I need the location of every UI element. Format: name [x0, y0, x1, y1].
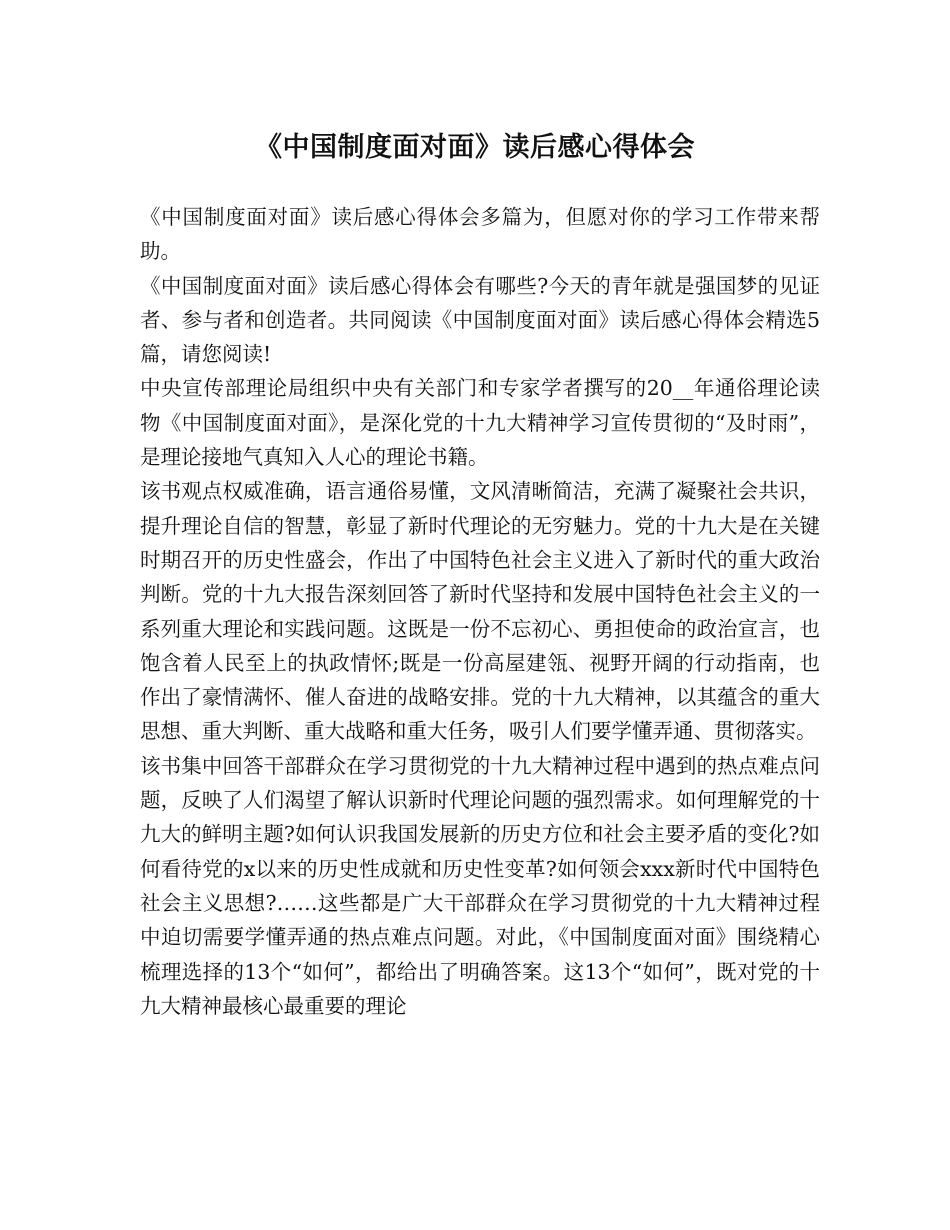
document-body: [140, 200, 820, 1023]
paragraph-question: 《中国制度面对面》读后感心得体会有哪些?今天的青年就是强国梦的见证者、参与者和创造者。共同阅读《中国制度面对面》读后感心得体会精选5篇，请您阅读!: [140, 273, 820, 367]
document-title: 《中国制度面对面》读后感心得体会: [255, 132, 695, 163]
paragraph-book-viewpoint: 该书观点权威准确，语言通俗易懂，文风清晰简洁，充满了凝聚社会共识，提升理论自信的智慧，彰显了新时代理论的无穷魅力。党的十九大是在关键时期召开的历史性盛会，作出了中国特色社会主义进入了新时代的重大政治判断。党的十九大报告深刻回答了新时代坚持和发展中国特色社会主义的一系列重大理论和实践问题。这既是一份不忘初心、勇担使命的政治宣言，也饱含着人民至上的执政情怀;既是一份高屋建瓴、视野开阔的行动指南，也作出了豪情满怀、催人奋进的战略安排。党的十九大精神，以其蕴含的重大思想、重大判断、重大战略和重大任务，吸引人们要学懂弄通、贯彻落实。: [140, 479, 820, 744]
paragraph-intro: 《中国制度面对面》读后感心得体会多篇为，但愿对你的学习工作带来帮助。: [140, 205, 820, 264]
paragraph-book-answers: 该书集中回答干部群众在学习贯彻党的十九大精神过程中遇到的热点难点问题，反映了人们渴望了解认识新时代理论问题的强烈需求。如何理解党的十九大的鲜明主题?如何认识我国发展新的历史方位和社会主要矛盾的变化?如何看待党的x以来的历史性成就和历史性变革?如何领会xxx新时代中国特色社会主义思想?……这些都是广大干部群众在学习贯彻党的十九大精神过程中迫切需要学懂弄通的热点难点问题。对此，《中国制度面对面》围绕精心梳理选择的13个“如何”，都给出了明确答案。这13个“如何”，既对党的十九大精神最核心最重要的理论: [140, 753, 820, 1018]
paragraph-book-origin: 中央宣传部理论局组织中央有关部门和专家学者撰写的20__年通俗理论读物《中国制度面对面》，是深化党的十九大精神学习宣传贯彻的“及时雨”，是理论接地气真知入人心的理论书籍。: [140, 376, 820, 470]
